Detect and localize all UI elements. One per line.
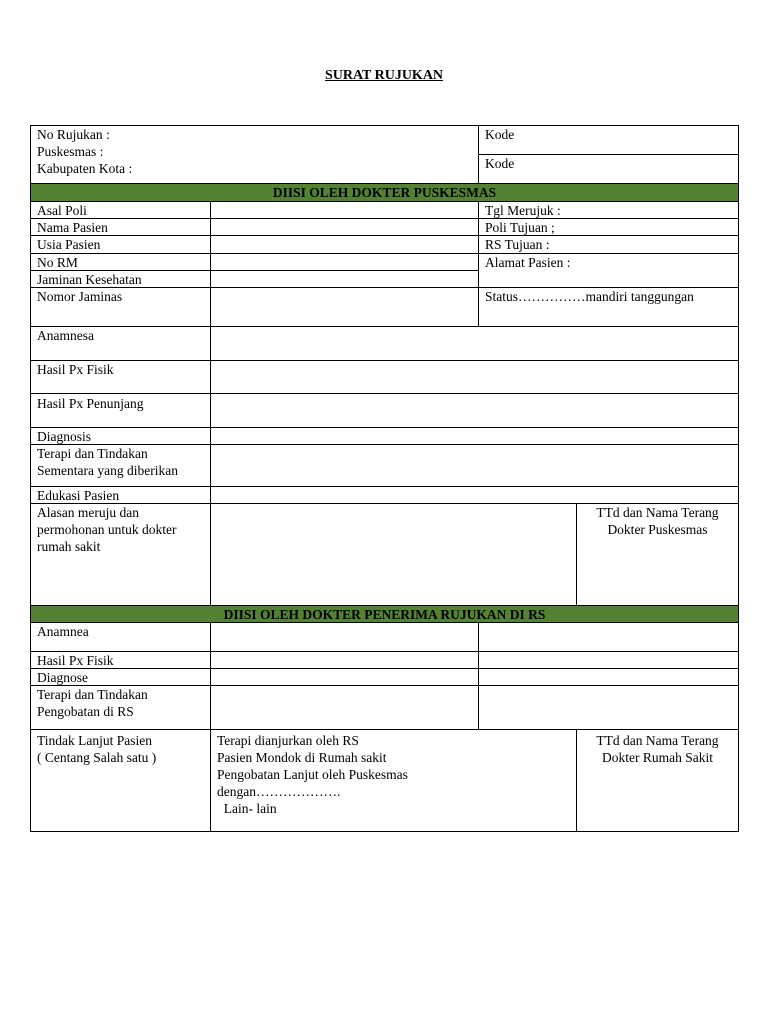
alasan-label-line3: rumah sakit bbox=[37, 539, 101, 554]
divider bbox=[31, 651, 738, 652]
anamnea-label: Anamnea bbox=[37, 624, 89, 639]
diagnosis-label: Diagnosis bbox=[37, 429, 91, 444]
diagnose-label: Diagnose bbox=[37, 670, 88, 685]
terapi-label-line1: Terapi dan Tindakan bbox=[37, 446, 148, 461]
divider bbox=[478, 126, 479, 183]
divider bbox=[31, 201, 738, 202]
kabupaten-kota-label: Kabupaten Kota : bbox=[37, 161, 133, 176]
alasan-label-line1: Alasan meruju dan bbox=[37, 505, 139, 520]
divider bbox=[478, 154, 738, 155]
usia-pasien-label: Usia Pasien bbox=[37, 237, 101, 252]
divider bbox=[31, 668, 738, 669]
divider bbox=[210, 326, 211, 605]
nomor-jaminas-label: Nomor Jaminas bbox=[37, 289, 123, 304]
poli-tujuan-label: Poli Tujuan ; bbox=[485, 220, 555, 235]
divider bbox=[31, 486, 738, 487]
section-header-puskesmas: DIISI OLEH DOKTER PUSKESMAS bbox=[31, 184, 738, 201]
divider bbox=[210, 622, 211, 832]
nama-pasien-label: Nama Pasien bbox=[37, 220, 108, 235]
followup-option: Pengobatan Lanjut oleh Puskesmas bbox=[217, 767, 408, 782]
kode-label: Kode bbox=[485, 127, 515, 142]
anamnesa-label: Anamnesa bbox=[37, 328, 94, 343]
followup-option: Terapi dianjurkan oleh RS bbox=[217, 733, 359, 748]
status-label: Status……………mandiri tanggungan bbox=[485, 289, 694, 304]
referral-form bbox=[30, 125, 739, 832]
tgl-merujuk-label: Tgl Merujuk : bbox=[485, 203, 561, 218]
signature-label-line1: TTd dan Nama Terang bbox=[596, 505, 719, 520]
puskesmas-label: Puskesmas : bbox=[37, 144, 104, 159]
followup-option: Pasien Mondok di Rumah sakit bbox=[217, 750, 387, 765]
hasil-px-fisik-label: Hasil Px Fisik bbox=[37, 362, 114, 377]
divider bbox=[31, 393, 738, 394]
divider bbox=[31, 622, 738, 623]
signature-rs-label-line2: Dokter Rumah Sakit bbox=[602, 750, 713, 765]
divider bbox=[31, 360, 738, 361]
rs-tujuan-label: RS Tujuan : bbox=[485, 237, 550, 252]
divider bbox=[31, 218, 738, 219]
followup-option: Lain- lain bbox=[217, 801, 277, 816]
terapi-rs-label-line1: Terapi dan Tindakan bbox=[37, 687, 148, 702]
divider bbox=[210, 201, 211, 326]
no-rujukan-label: No Rujukan : bbox=[37, 127, 110, 142]
alasan-label-line2: permohonan untuk dokter bbox=[37, 522, 177, 537]
alamat-pasien-label: Alamat Pasien : bbox=[485, 255, 571, 270]
kode-label: Kode bbox=[485, 156, 515, 171]
asal-poli-label: Asal Poli bbox=[37, 203, 87, 218]
divider bbox=[31, 326, 738, 327]
tindak-lanjut-label-line2: ( Centang Salah satu ) bbox=[37, 750, 157, 765]
divider bbox=[31, 427, 738, 428]
hasil-px-penunjang-label: Hasil Px Penunjang bbox=[37, 396, 144, 411]
terapi-rs-label-line2: Pengobatan di RS bbox=[37, 704, 134, 719]
signature-rs-label-line1: TTd dan Nama Terang bbox=[596, 733, 719, 748]
terapi-label-line2: Sementara yang diberikan bbox=[37, 463, 178, 478]
tindak-lanjut-label-line1: Tindak Lanjut Pasien bbox=[37, 733, 153, 748]
section-header-rs: DIISI OLEH DOKTER PENERIMA RUJUKAN DI RS bbox=[31, 606, 738, 622]
divider bbox=[478, 622, 479, 729]
page-title: SURAT RUJUKAN bbox=[324, 68, 444, 83]
divider bbox=[31, 235, 738, 236]
followup-option: dengan………………. bbox=[217, 784, 341, 799]
signature-label-line2: Dokter Puskesmas bbox=[607, 522, 708, 537]
divider bbox=[31, 729, 738, 730]
no-rm-label: No RM bbox=[37, 255, 78, 270]
jaminan-kesehatan-label: Jaminan Kesehatan bbox=[37, 272, 142, 287]
hasil-px-fisik-label: Hasil Px Fisik bbox=[37, 653, 114, 668]
edukasi-pasien-label: Edukasi Pasien bbox=[37, 488, 120, 503]
divider bbox=[478, 201, 479, 326]
divider bbox=[31, 253, 738, 254]
